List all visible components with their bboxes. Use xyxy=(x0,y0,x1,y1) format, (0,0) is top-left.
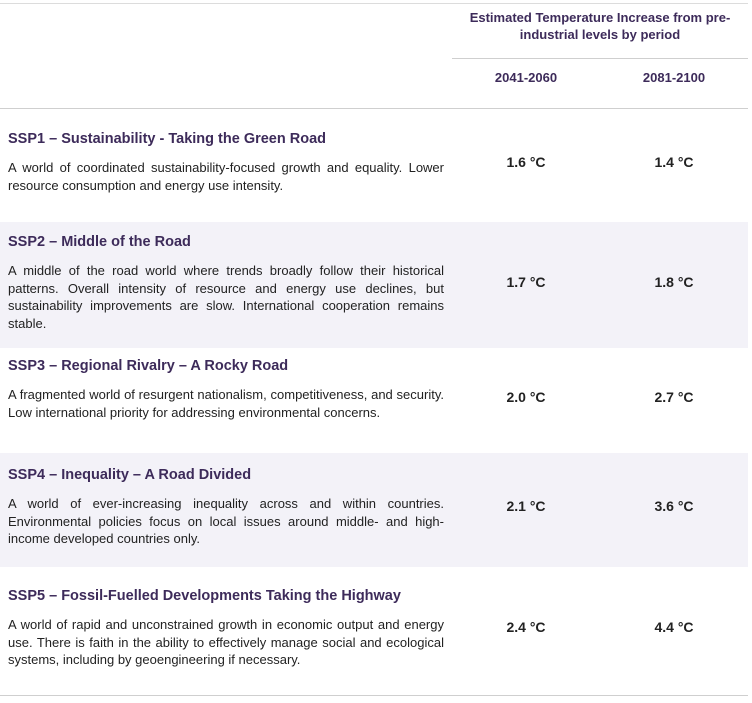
table-row-ssp3 xyxy=(0,348,748,453)
scenario-description: A world of ever-increasing inequality across and within countries. Environmental policies focus on local issues around middle- and high-income developed countries only. xyxy=(8,496,444,546)
table-header xyxy=(0,4,748,109)
bottom-rule xyxy=(0,695,748,696)
value-2081-2100: 1.4 °C xyxy=(654,154,694,170)
scenario-title: SSP3 – Regional Rivalry – A Rocky Road xyxy=(8,358,289,374)
header-group-rule xyxy=(452,58,748,59)
value-2081-2100: 1.8 °C xyxy=(654,274,694,290)
value-2041-2060: 1.7 °C xyxy=(506,274,546,290)
scenario-description: A middle of the road world where trends broadly follow their historical patterns. Overall intensity of resource and energy use declines, but sustainability improvements are slow. International cooperation remains stable. xyxy=(8,263,444,331)
scenario-title: SSP1 – Sustainability - Taking the Green Road xyxy=(8,131,327,147)
value-2041-2060: 2.0 °C xyxy=(506,389,546,405)
column-header-2041-2060: 2041-2060 xyxy=(494,70,558,85)
scenario-title: SSP5 – Fossil-Fuelled Developments Taking the Highway xyxy=(8,588,401,604)
table-row-ssp4 xyxy=(0,453,748,567)
table-row-ssp2 xyxy=(0,222,748,348)
value-2081-2100: 3.6 °C xyxy=(654,498,694,514)
scenario-description: A world of coordinated sustainability-focused growth and equality. Lower resource consumption and energy use intensity. xyxy=(8,160,444,193)
column-header-2081-2100: 2081-2100 xyxy=(642,70,706,85)
scenario-title: SSP2 – Middle of the Road xyxy=(8,234,191,250)
table-row-ssp5 xyxy=(0,567,748,695)
value-2041-2060: 2.1 °C xyxy=(506,498,546,514)
value-2041-2060: 1.6 °C xyxy=(506,154,546,170)
value-2081-2100: 2.7 °C xyxy=(654,389,694,405)
scenario-description: A fragmented world of resurgent nationalism, competitiveness, and security. Low international priority for addressing environmental concerns. xyxy=(8,387,444,420)
value-2041-2060: 2.4 °C xyxy=(506,619,546,635)
header-group-title: Estimated Temperature Increase from pre-industrial levels by period xyxy=(469,10,731,42)
scenario-title: SSP4 – Inequality – A Road Divided xyxy=(8,467,252,483)
scenario-description: A world of rapid and unconstrained growth in economic output and energy use. There is faith in the ability to effectively manage social and ecological systems, including by geoengineering if necessary. xyxy=(8,617,444,667)
table-row-ssp1 xyxy=(0,109,748,222)
value-2081-2100: 4.4 °C xyxy=(654,619,694,635)
